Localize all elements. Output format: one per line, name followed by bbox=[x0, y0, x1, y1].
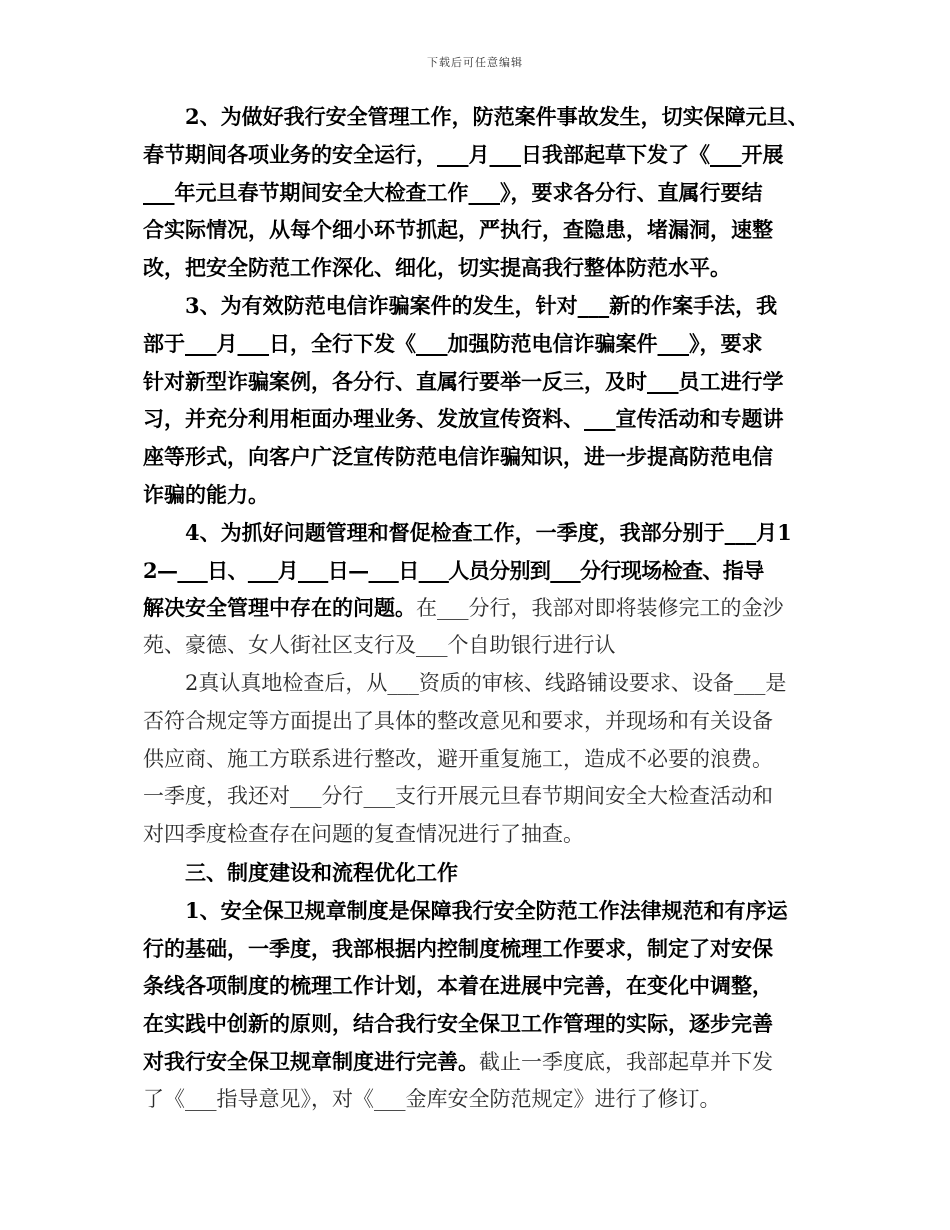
paragraph-line: 否符合规定等方面提出了具体的整改意见和要求，并现场和有关设备 bbox=[143, 708, 773, 733]
paragraph-line: 3、为有效防范电信诈骗案件的发生，针对___新的作案手法，我 bbox=[185, 292, 778, 318]
paragraph-line: 2—___日、___月___日—___日___人员分别到___分行现场检查、指导 bbox=[143, 557, 764, 583]
paragraph-line bbox=[143, 1043, 815, 1081]
paragraph-line: 座等形式，向客户广泛宣传防范电信诈骗知识，进一步提高防范电信 bbox=[143, 444, 773, 470]
section-heading: 三、制度建设和流程优化工作 bbox=[185, 859, 458, 885]
paragraph-line: 供应商、施工方联系进行整改，避开重复施工，造成不必要的浪费。 bbox=[143, 746, 773, 771]
paragraph-line bbox=[143, 589, 815, 627]
paragraph-line: 春节期间各项业务的安全运行，___月___日我部起草下发了《___开展 bbox=[143, 141, 784, 167]
paragraph-line: 针对新型诈骗案例，各分行、直属行要举一反三，及时___员工进行学 bbox=[143, 368, 784, 394]
paragraph-line: ___年元旦春节期间安全大检查工作___》，要求各分行、直属行要结 bbox=[143, 179, 763, 205]
paragraph-line: 对四季度检查存在问题的复查情况进行了抽查。 bbox=[143, 822, 584, 847]
normal-span: 在___分行，我部对即将装修完工的金沙 bbox=[416, 596, 784, 621]
paragraph-line: 条线各项制度的梳理工作计划，本着在进展中完善，在变化中调整， bbox=[143, 973, 773, 999]
paragraph-line: 4、为抓好问题管理和督促检查工作，一季度，我部分别于___月1 bbox=[185, 519, 792, 545]
paragraph-line: 诈骗的能力。 bbox=[143, 481, 269, 507]
paragraph-line: 部于___月___日，全行下发《___加强防范电信诈骗案件___》，要求 bbox=[143, 330, 763, 356]
bold-span: 解决安全管理中存在的问题。 bbox=[143, 595, 416, 621]
paragraph-line: 改，把安全防范工作深化、细化，切实提高我行整体防范水平。 bbox=[143, 255, 731, 281]
paragraph-line: 合实际情况，从每个细小环节抓起，严执行，查隐患，堵漏洞，速整 bbox=[143, 217, 773, 243]
paragraph-line: 2真认真地检查后，从___资质的审核、线路铺设要求、设备___是 bbox=[185, 670, 787, 695]
paragraph-line: 了《___指导意见》，对《___金库安全防范规定》进行了修订。 bbox=[143, 1086, 721, 1111]
paragraph-line: 在实践中创新的原则，结合我行安全保卫工作管理的实际，逐步完善 bbox=[143, 1011, 773, 1037]
normal-span: 截止一季度底，我部起草并下发 bbox=[479, 1049, 773, 1074]
bold-span: 对我行安全保卫规章制度进行完善。 bbox=[143, 1048, 479, 1074]
paragraph-line: 行的基础，一季度，我部根据内控制度梳理工作要求，制定了对安保 bbox=[143, 935, 773, 961]
paragraph-line: 苑、豪德、女人街社区支行及___个自助银行进行认 bbox=[143, 633, 616, 658]
paragraph-line: 习，并充分利用柜面办理业务、发放宣传资料、___宣传活动和专题讲 bbox=[143, 406, 784, 432]
paragraph-line: 一季度，我还对___分行___支行开展元旦春节期间安全大检查活动和 bbox=[143, 784, 773, 809]
paragraph-line: 2、为做好我行安全管理工作，防范案件事故发生，切实保障元旦、 bbox=[185, 104, 809, 129]
page-header-watermark: 下载后可任意编辑 bbox=[427, 56, 523, 69]
paragraph-line: 1、安全保卫规章制度是保障我行安全防范工作法律规范和有序运 bbox=[185, 897, 788, 923]
document-body bbox=[143, 98, 815, 1119]
